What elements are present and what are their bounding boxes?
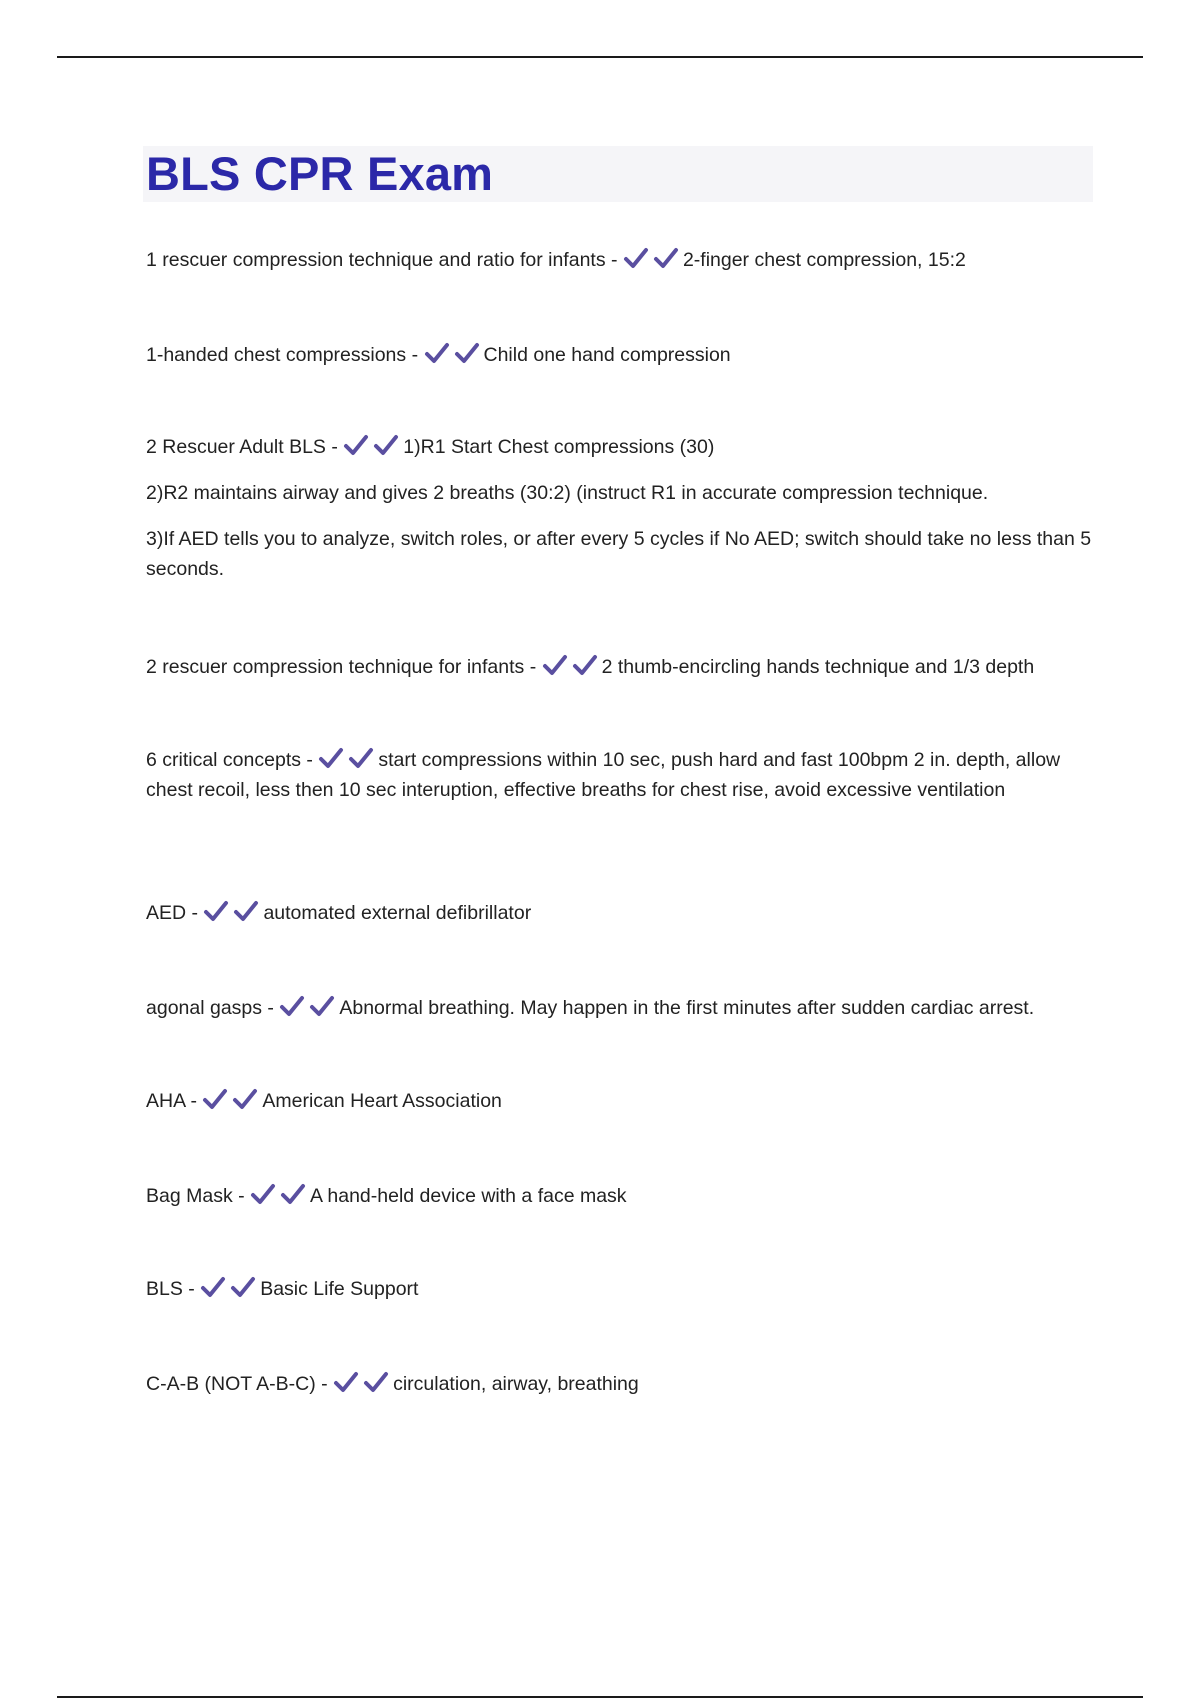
entry-separator: - [232, 1185, 251, 1207]
entry-answer: 2 thumb-encircling hands technique and 1/3 depth [601, 656, 1035, 678]
entry-term: 2 Rescuer Adult BLS [146, 436, 326, 458]
check-mark-icon [203, 900, 229, 922]
qa-line [146, 1086, 1096, 1116]
qa-line [146, 245, 1096, 275]
top-rule [57, 56, 1143, 58]
qa-line [146, 1181, 1096, 1211]
entry-term: 2 rescuer compression technique for infants [146, 656, 525, 678]
entry-separator: - [406, 344, 424, 366]
qa-line [146, 1274, 1096, 1304]
check-mark-icon [250, 1183, 276, 1205]
entry-term: Bag Mask [146, 1185, 233, 1207]
qa-line [146, 993, 1096, 1023]
entry-separator: - [605, 249, 623, 271]
qa-entry [146, 1086, 1096, 1116]
entry-separator: - [315, 1373, 334, 1395]
entry-term: BLS [146, 1278, 183, 1300]
entry-continuation: 3)If AED tells you to analyze, switch roles, or after every 5 cycles if No AED; switch should take no less than 5 seconds. [146, 528, 1092, 580]
entry-answer: start compressions within 10 sec, push hard and fast 100bpm 2 in. depth, allow chest recoil, less then 10 sec interuption, effective breaths for chest rise, avoid excessive ventilation [146, 749, 1061, 801]
entry-separator: - [325, 436, 344, 458]
qa-line [146, 745, 1096, 805]
qa-entry [146, 245, 1096, 275]
entry-answer: American Heart Association [262, 1090, 502, 1112]
entry-answer: automated external defibrillator [263, 902, 532, 924]
qa-line [146, 652, 1096, 682]
entry-answer: 1)R1 Start Chest compressions (30) [403, 436, 715, 458]
check-mark-icon [623, 247, 649, 269]
qa-entry [146, 652, 1096, 682]
qa-line [146, 340, 1096, 370]
entry-term: AED [146, 902, 187, 924]
bottom-rule [57, 1696, 1143, 1698]
check-mark-icon [572, 654, 598, 676]
check-mark-icon [230, 1276, 256, 1298]
check-mark-icon [343, 434, 369, 456]
qa-entry [146, 1369, 1096, 1399]
entry-separator: - [185, 1090, 203, 1112]
check-mark-icon [200, 1276, 226, 1298]
check-mark-icon [279, 995, 305, 1017]
qa-entry [146, 340, 1096, 370]
page-title: BLS CPR Exam [146, 147, 494, 200]
entry-separator: - [300, 749, 319, 771]
entry-term: AHA [146, 1090, 186, 1112]
entry-separator: - [186, 902, 204, 924]
qa-entry [146, 745, 1096, 805]
check-mark-icon [348, 747, 374, 769]
entry-answer: Basic Life Support [260, 1278, 419, 1300]
entry-answer: Child one hand compression [483, 344, 731, 366]
check-mark-icon [233, 900, 259, 922]
qa-entry [146, 993, 1096, 1023]
check-mark-icon [333, 1371, 359, 1393]
entry-continuation: 2)R2 maintains airway and gives 2 breaths (30:2) (instruct R1 in accurate compression technique. [146, 482, 989, 504]
entry-separator: - [182, 1278, 201, 1300]
check-mark-icon [542, 654, 568, 676]
entry-answer: A hand-held device with a face mask [310, 1185, 627, 1207]
qa-entry [146, 1274, 1096, 1304]
check-mark-icon [454, 342, 480, 364]
entry-term: C-A-B (NOT A-B-C) [146, 1373, 316, 1395]
qa-entry [146, 432, 1096, 584]
check-mark-icon [373, 434, 399, 456]
check-mark-icon [232, 1088, 258, 1110]
qa-entry [146, 898, 1096, 928]
entry-term: 1 rescuer compression technique and ratio for infants [146, 249, 606, 271]
qa-line [146, 432, 1096, 462]
entry-answer: 2-finger chest compression, 15:2 [682, 249, 966, 271]
check-mark-icon [202, 1088, 228, 1110]
entry-answer: Abnormal breathing. May happen in the first minutes after sudden cardiac arrest. [339, 997, 1035, 1019]
entry-separator: - [524, 656, 542, 678]
entry-term: 1-handed chest compressions [146, 344, 407, 366]
entry-term: agonal gasps [146, 997, 263, 1019]
entry-term: 6 critical concepts [146, 749, 301, 771]
qa-line [146, 898, 1096, 928]
entry-answer: circulation, airway, breathing [393, 1373, 639, 1395]
check-mark-icon [309, 995, 335, 1017]
check-mark-icon [318, 747, 344, 769]
check-mark-icon [280, 1183, 306, 1205]
entry-separator: - [262, 997, 280, 1019]
check-mark-icon [653, 247, 679, 269]
qa-entry [146, 1181, 1096, 1211]
qa-line [146, 1369, 1096, 1399]
check-mark-icon [363, 1371, 389, 1393]
check-mark-icon [424, 342, 450, 364]
